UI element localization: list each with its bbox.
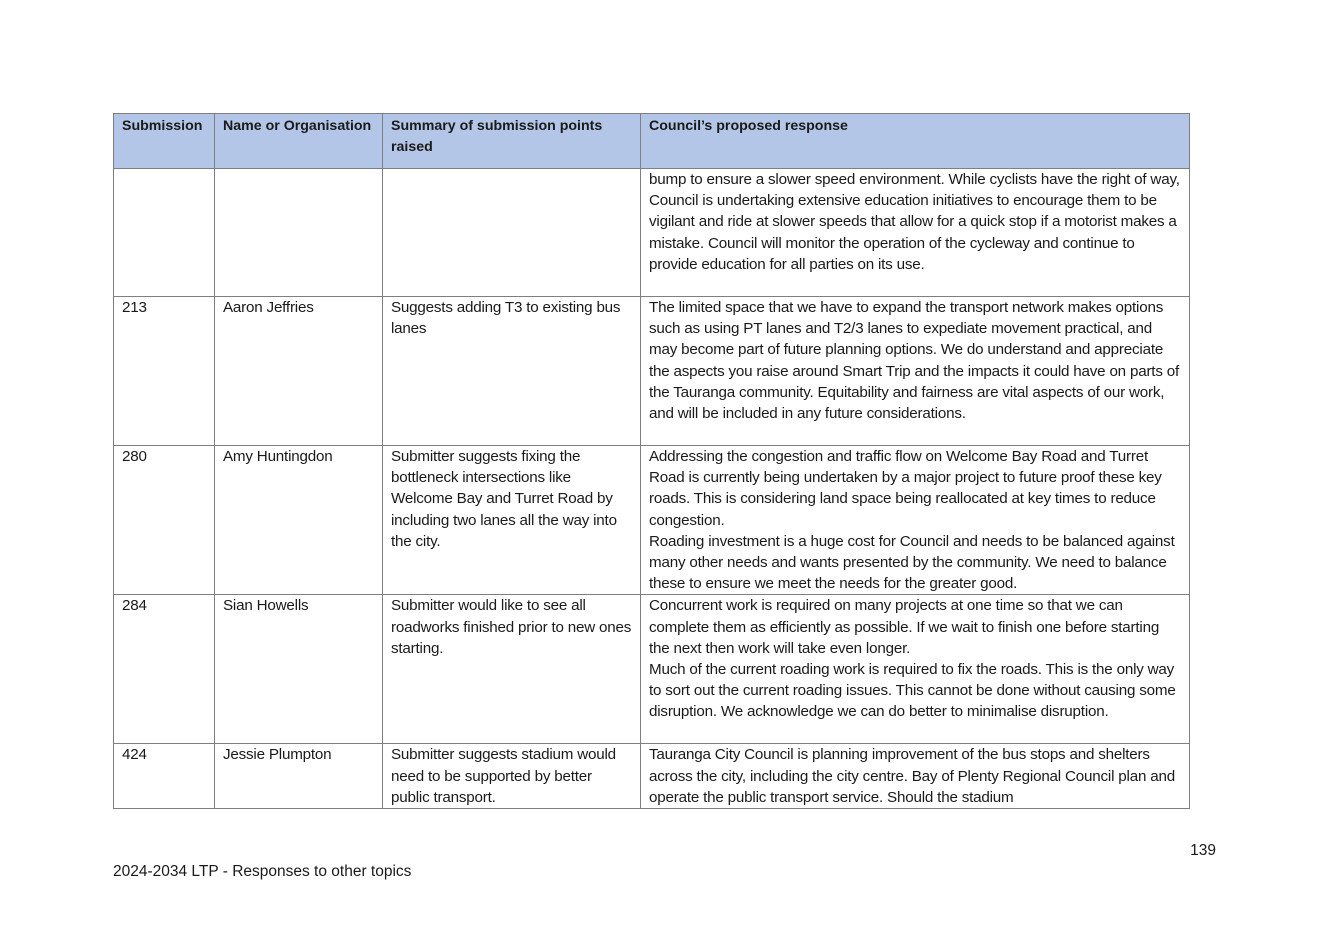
cell-response: Addressing the congestion and traffic flow on Welcome Bay Road and Turret Road is currently being undertaken by a major project to future proof these key roads. This is considering land space being reallocated at key times to reduce congestion. Roading investment is a huge cost for Council and needs to be balanced against many other needs and wants presented by the community. We need to balance these to ensure we meet the needs for the greater good. bbox=[641, 446, 1190, 595]
cell-summary: Submitter suggests stadium would need to be supported by better public transport. bbox=[383, 744, 641, 809]
table-row bbox=[114, 744, 1190, 809]
cell-name: Jessie Plumpton bbox=[215, 744, 383, 809]
cell-name: Sian Howells bbox=[215, 595, 383, 744]
footer-document-title: 2024-2034 LTP - Responses to other topics bbox=[113, 863, 412, 880]
cell-summary: Submitter suggests fixing the bottleneck intersections like Welcome Bay and Turret Road by including two lanes all the way into the city. bbox=[383, 446, 641, 595]
cell-response: Concurrent work is required on many projects at one time so that we can complete them as efficiently as possible. If we wait to finish one before starting the next then work will take even longer. Much of the current roading work is required to fix the roads. This is the only way to sort out the current roading issues. This cannot be done without causing some disruption. We acknowledge we can do better to minimalise disruption. bbox=[641, 595, 1190, 744]
cell-response: Tauranga City Council is planning improvement of the bus stops and shelters across the city, including the city centre. Bay of Plenty Regional Council plan and operate the public transport service. Should the stadium bbox=[641, 744, 1190, 809]
table-row bbox=[114, 297, 1190, 446]
header-summary: Summary of submission points raised bbox=[383, 114, 641, 169]
cell-summary: Submitter would like to see all roadworks finished prior to new ones starting. bbox=[383, 595, 641, 744]
cell-name: Amy Huntingdon bbox=[215, 446, 383, 595]
submissions-table bbox=[113, 113, 1190, 809]
cell-name: Aaron Jeffries bbox=[215, 297, 383, 446]
table-row bbox=[114, 595, 1190, 744]
header-submission: Submission bbox=[114, 114, 215, 169]
table-row bbox=[114, 446, 1190, 595]
header-name: Name or Organisation bbox=[215, 114, 383, 169]
cell-response: The limited space that we have to expand the transport network makes options such as using PT lanes and T2/3 lanes to expediate movement practical, and may become part of future planning options. We do understand and appreciate the aspects you raise around Smart Trip and the impacts it could have on parts of the Tauranga community. Equitability and fairness are vital aspects of our work, and will be included in any future considerations. bbox=[641, 297, 1190, 446]
table-row bbox=[114, 169, 1190, 297]
header-response: Council’s proposed response bbox=[641, 114, 1190, 169]
cell-submission: 424 bbox=[114, 744, 215, 809]
cell-name bbox=[215, 169, 383, 297]
cell-submission: 280 bbox=[114, 446, 215, 595]
cell-submission: 284 bbox=[114, 595, 215, 744]
cell-summary: Suggests adding T3 to existing bus lanes bbox=[383, 297, 641, 446]
cell-response: bump to ensure a slower speed environment. While cyclists have the right of way, Council is undertaking extensive education initiatives to encourage them to be vigilant and ride at slower speeds that allow for a quick stop if a motorist makes a mistake. Council will monitor the operation of the cycleway and continue to provide education for all parties on its use. bbox=[641, 169, 1190, 297]
cell-submission: 213 bbox=[114, 297, 215, 446]
table-header-row bbox=[114, 114, 1190, 169]
cell-submission bbox=[114, 169, 215, 297]
page-number: 139 bbox=[1190, 842, 1216, 859]
cell-summary bbox=[383, 169, 641, 297]
